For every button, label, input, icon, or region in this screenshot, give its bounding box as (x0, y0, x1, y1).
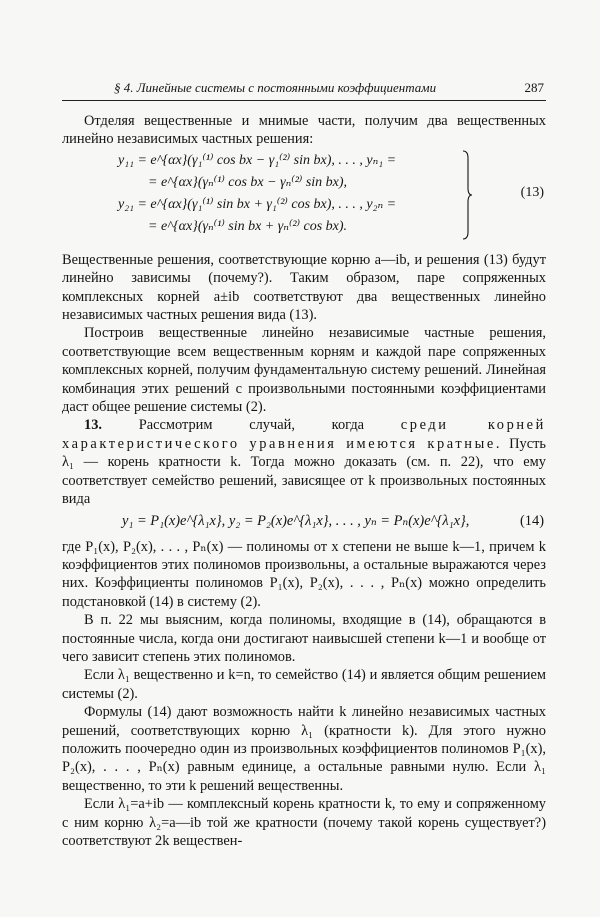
running-header (62, 76, 546, 101)
text-body (62, 112, 546, 850)
paragraph-6: В п. 22 мы выясним, когда полиномы, входящие в (14), обращаются в постоянные числа, когда они достигают наивысшей степени k—1 и вообще от чего зависит степень этих полиномов. (62, 612, 546, 665)
equation-14 (62, 512, 546, 534)
right-brace-icon (462, 150, 472, 240)
eq13-line-2: = e^{αx}(γₙ⁽¹⁾ cos bx − γₙ⁽²⁾ sin bx), (148, 174, 348, 190)
paragraph-7: Если λ₁ вещественно и k=n, то семейство (14) и является общим решением системы (2). (62, 667, 546, 702)
paragraph-3: Построив вещественные линейно независимые частные решения, соответствующие всем вещественным корням и каждой паре сопряженных комплексных корней, получим фундаментальную систему решений. Линейная комбинация этих решений с произвольными постоянными коэффициентами даст общее решение системы (2). (62, 325, 546, 416)
section-number: 13. (84, 417, 102, 434)
paragraph-9: Если λ₁=a+ib — комплексный корень кратности k, то ему и сопряженному с ним корню λ₂=a—ib той же кратности (почему такой корень существует?) соответствуют 2k веществен- (62, 796, 546, 849)
page-number: 287 (524, 80, 544, 95)
paragraph-4-spaced: среди корней характеристического уравнения имеются кратные. (62, 417, 546, 452)
eq13-line-3: y₂₁ = e^{αx}(γ₁⁽¹⁾ sin bx + γ₁⁽²⁾ cos bx), . . . , y₂ₙ = (118, 196, 397, 212)
equation-13 (62, 150, 546, 250)
header-title: § 4. Линейные системы с постоянными коэффициентами (114, 80, 437, 95)
paragraph-2: Вещественные решения, соответствующие корню a—ib, и решения (13) будут линейно зависимы (почему?). Таким образом, паре сопряженных комплексных корней a±ib соответствуют два вещественных линейно независимых частных решения вида (13). (62, 251, 546, 324)
eq14-formula: y₁ = P₁(x)e^{λ₁x}, y₂ = P₂(x)e^{λ₁x}, . . . , yₙ = Pₙ(x)e^{λ₁x}, (122, 512, 470, 529)
paragraph-5: где P₁(x), P₂(x), . . . , Pₙ(x) — полиномы от x степени не выше k—1, причем k коэффициентов этих полиномов произвольны, а остальные выражаются через них. Коэффициенты полиномов P₁(x), P₂(x), . . . , Pₙ(x) можно определить подстановкой (14) в систему (2). (62, 538, 546, 610)
eq13-number: (13) (520, 184, 544, 200)
paragraph-4-part-2: Пусть λ₁ — корень кратности k. Тогда можно доказать (см. п. 22), что ему соответствует семейство решений, зависящее от k произвольных постоянных вида (62, 435, 546, 508)
paragraph-8: Формулы (14) дают возможность найти k линейно независимых частных решений, соответствующих корню λ₁ (кратности k). Для этого нужно положить поочередно один из произвольных коэффициентов полиномов P₁(x), P₂(x), . . . , Pₙ(x) равным единице, а остальные равными нулю. Если λ₁ вещественно, то эти k решений вещественны. (62, 704, 546, 794)
eq13-line-1: y₁₁ = e^{αx}(γ₁⁽¹⁾ cos bx − γ₁⁽²⁾ sin bx), . . . , yₙ₁ = (118, 152, 397, 168)
paragraph-4-part-1: Рассмотрим случай, когда (138, 417, 365, 434)
paragraph-4 (62, 416, 546, 508)
eq13-line-4: = e^{αx}(γₙ⁽¹⁾ sin bx + γₙ⁽²⁾ cos bx). (148, 218, 348, 234)
paragraph-1: Отделяя вещественные и мнимые части, получим два вещественных линейно независимых частных решения: (62, 113, 546, 148)
eq14-number: (14) (520, 512, 544, 529)
